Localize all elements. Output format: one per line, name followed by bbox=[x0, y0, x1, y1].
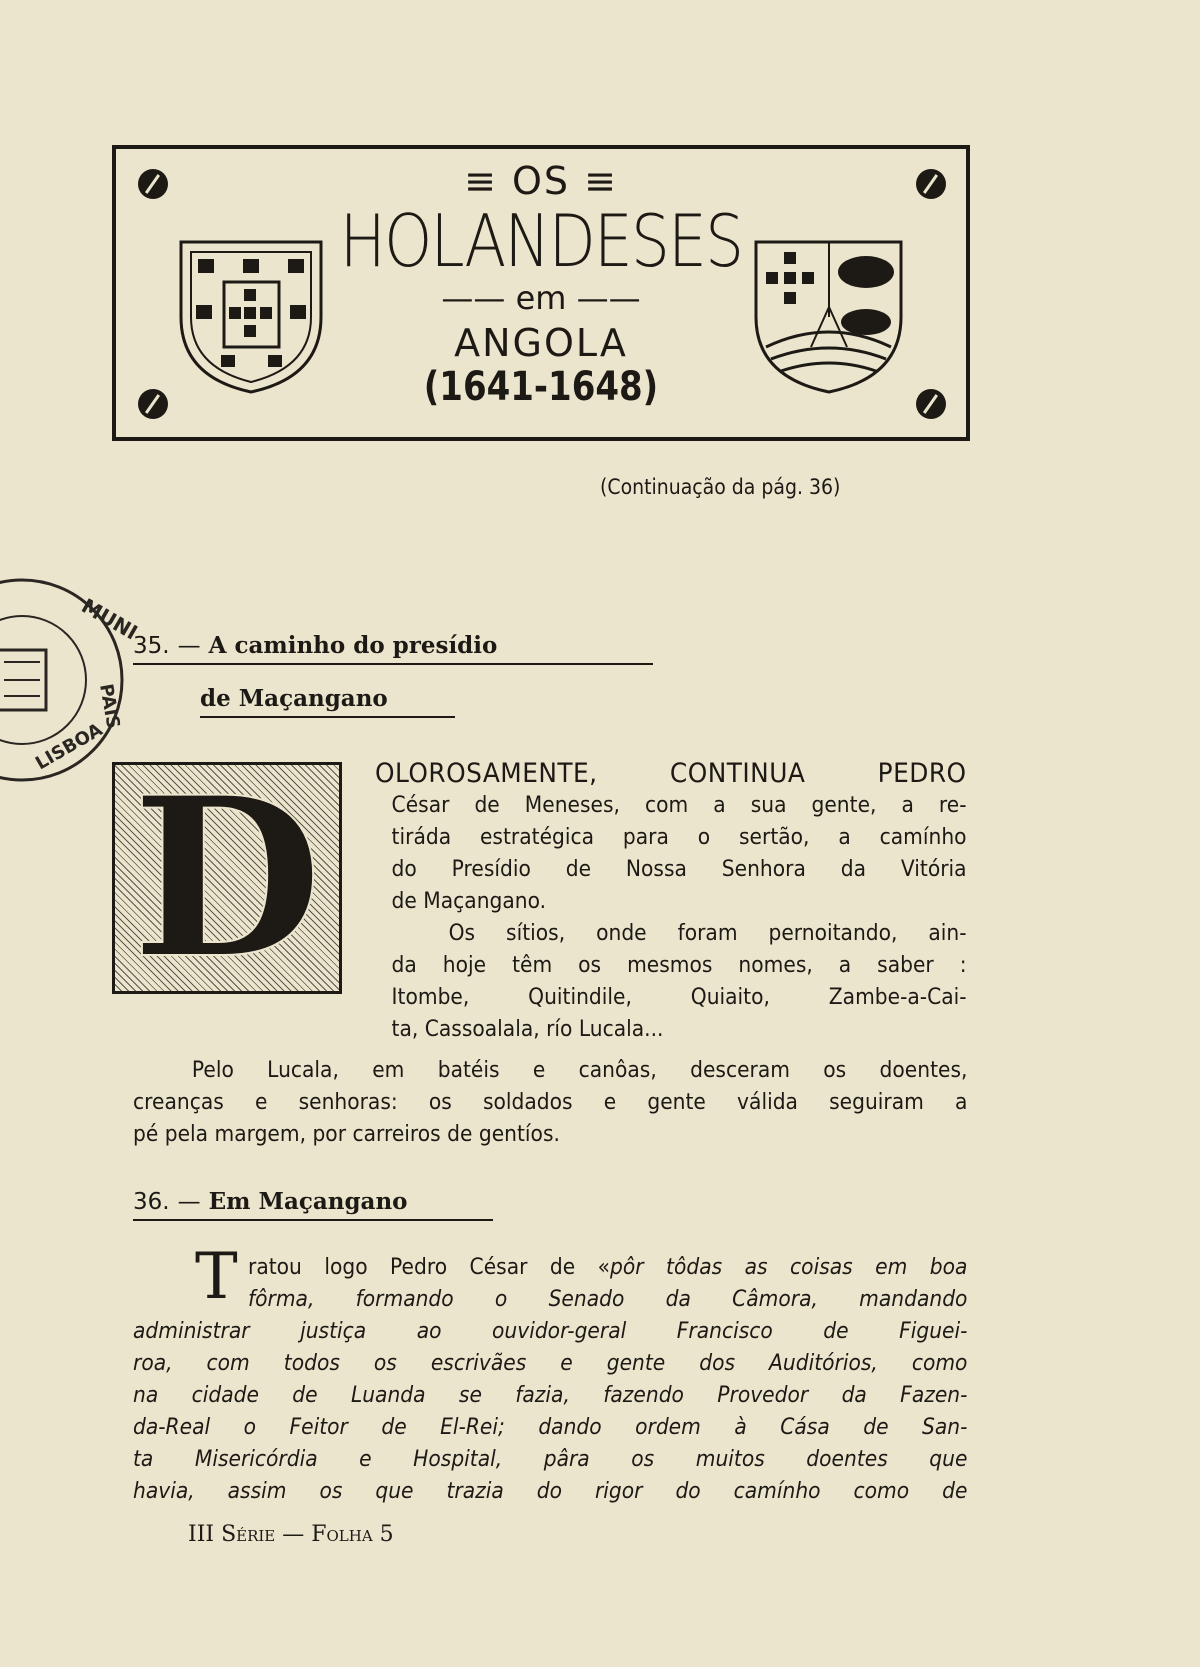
banner-place: ANGOLA bbox=[454, 321, 628, 365]
text-line: do Presídio de Nossa Senhora da Vitória bbox=[391, 857, 967, 882]
section-35-heading-line2: de Maçangano bbox=[200, 685, 455, 718]
section-35-heading bbox=[133, 632, 653, 665]
text-line: ta, Cassoalala, río Lucala... bbox=[391, 1017, 664, 1042]
text-line: da-Real o Feitor de El-Rei; dando ordem à Cása de San- bbox=[133, 1415, 968, 1440]
screw-icon bbox=[916, 389, 946, 419]
text-line: pé pela margem, por carreiros de gentíos. bbox=[133, 1122, 560, 1147]
section-title-line1: A caminho do presídio bbox=[208, 632, 498, 659]
banner-title: HOLANDESES bbox=[339, 199, 743, 283]
library-stamp bbox=[0, 570, 142, 790]
text-line: creanças e senhoras: os soldados e gente válida seguiram a bbox=[133, 1090, 968, 1115]
text-line: tiráda estratégica para o sertão, a camínho bbox=[391, 825, 967, 850]
banner-pre-title-text: OS bbox=[511, 159, 571, 203]
dash: — bbox=[177, 1189, 201, 1215]
text-line: ta Misericórdia e Hospital, pâra os muitos doentes que bbox=[133, 1447, 968, 1472]
banner-connector: —— em —— bbox=[441, 279, 641, 317]
continuation-note: (Continuação da pág. 36) bbox=[600, 475, 841, 499]
banner-years: (1641-1648) bbox=[423, 364, 659, 410]
banner-connector-text: em bbox=[515, 279, 567, 317]
dash: — bbox=[177, 633, 201, 659]
text-line: roa, com todos os escrivães e gente dos Auditórios, como bbox=[133, 1351, 968, 1376]
text-line: fôrma, formando o Senado da Câmora, mandando bbox=[248, 1287, 968, 1312]
text-line: na cidade de Luanda se fazia, fazendo Provedor da Fazen- bbox=[133, 1383, 968, 1408]
svg-text:LISBOA: LISBOA bbox=[32, 719, 107, 775]
banner-pre-title: ≡ OS ≡ bbox=[464, 159, 618, 203]
drop-cap-letter: D bbox=[131, 748, 323, 1007]
text-line: OLOROSAMENTE, CONTINUA PEDRO bbox=[375, 758, 967, 789]
text-line: administrar justiça ao ouvidor-geral Francisco de Figuei- bbox=[133, 1319, 968, 1344]
title-banner bbox=[112, 145, 970, 441]
text-line bbox=[133, 1252, 967, 1284]
section-36-heading bbox=[133, 1188, 493, 1221]
section-number: 35. bbox=[133, 633, 170, 659]
text-line: Pelo Lucala, em batéis e canôas, desceram os doentes, bbox=[191, 1058, 968, 1083]
section-35-paragraph-full bbox=[133, 1055, 967, 1151]
section-number: 36. bbox=[133, 1189, 170, 1215]
text-line: da hoje têm os mesmos nomes, a saber : bbox=[391, 953, 967, 978]
text-roman: ratou logo Pedro César de « bbox=[248, 1255, 611, 1280]
illuminated-drop-cap bbox=[112, 748, 342, 1007]
text-line: havia, assim os que trazia do rigor do camínho como de bbox=[133, 1479, 968, 1504]
section-36-paragraph bbox=[133, 1252, 967, 1508]
section-title: Em Maçangano bbox=[208, 1188, 408, 1215]
text-line: Itombe, Quitindile, Quiaito, Zambe-a-Cai- bbox=[391, 985, 967, 1010]
page-footer: III Série — Folha 5 bbox=[188, 1522, 394, 1547]
svg-text:MUNI: MUNI bbox=[77, 593, 142, 645]
text-line: Os sítios, onde foram pernoitando, ain- bbox=[448, 921, 967, 946]
text-italic: pôr tôdas as coisas em boa bbox=[610, 1255, 968, 1280]
screw-icon bbox=[138, 389, 168, 419]
svg-text:PAIS: PAIS bbox=[95, 682, 124, 731]
drop-cap-t: T bbox=[195, 1240, 238, 1314]
text-line: César de Meneses, com a sua gente, a re- bbox=[391, 793, 967, 818]
section-35-paragraph-beside-cap bbox=[375, 758, 967, 1046]
text-line: de Maçangano. bbox=[391, 889, 547, 914]
